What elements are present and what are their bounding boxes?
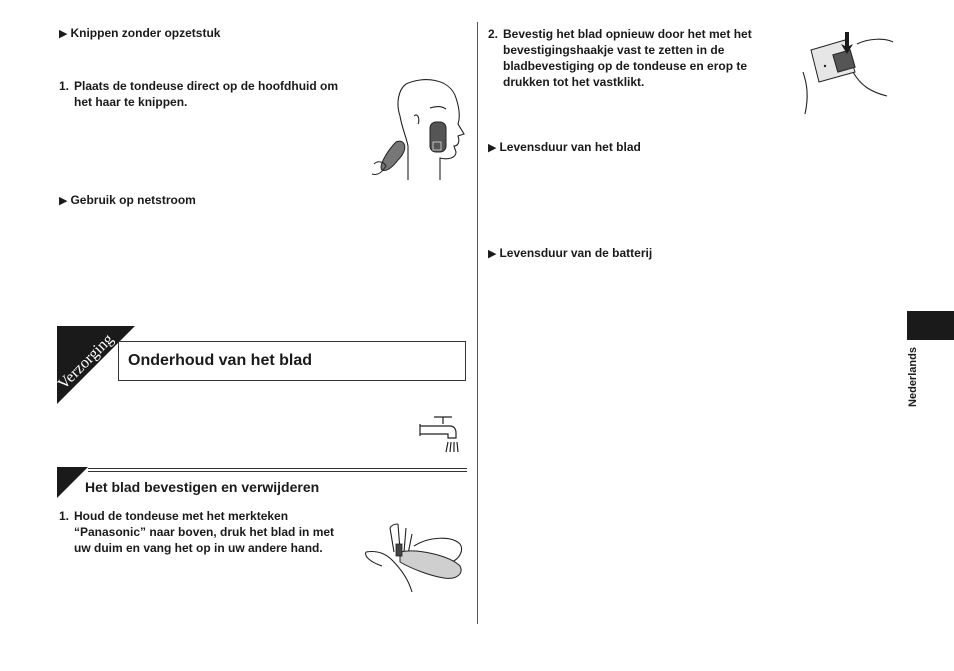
head-trimming-illustration	[368, 76, 468, 182]
step-text: Houd de tondeuse met het merkteken “Panasonic” naar boven, druk het blad in met uw duim en vang het op in uw andere hand.	[74, 509, 335, 555]
heading-mains-use	[59, 193, 196, 209]
heading-text: Knippen zonder opzetstuk	[70, 26, 221, 40]
water-tap-icon	[418, 414, 464, 456]
step-place-trimmer	[59, 78, 359, 110]
subsection-rule-bottom	[88, 471, 467, 472]
hand-blade-removal-illustration	[360, 522, 468, 594]
bullet-arrow-icon: ▶	[59, 195, 68, 207]
step-reattach-blade	[488, 26, 788, 90]
step-number: 1.	[59, 509, 70, 523]
bullet-arrow-icon: ▶	[488, 142, 497, 154]
language-label	[905, 343, 921, 411]
section-tag: Verzorging	[54, 330, 117, 393]
heading-text: Levensduur van de batterij	[499, 246, 653, 260]
blade-attach-illustration	[797, 32, 897, 116]
column-divider	[477, 22, 478, 624]
language-tab-marker	[907, 311, 954, 340]
heading-battery-life	[488, 246, 652, 262]
heading-cut-without-attachment	[59, 26, 220, 42]
step-number: 2.	[488, 27, 499, 41]
subsection-rule-top	[88, 468, 467, 469]
bullet-arrow-icon: ▶	[59, 28, 68, 40]
step-number: 1.	[59, 79, 70, 93]
heading-text: Gebruik op netstroom	[70, 193, 196, 207]
step-remove-blade	[59, 508, 349, 556]
bullet-arrow-icon: ▶	[488, 248, 497, 260]
subsection-title: Het blad bevestigen en verwijderen	[85, 479, 320, 495]
heading-blade-life	[488, 140, 641, 156]
language-label-text: Nederlands	[907, 347, 919, 407]
heading-text: Levensduur van het blad	[499, 140, 641, 154]
step-text: Plaats de tondeuse direct op de hoofdhuid om het haar te knippen.	[74, 79, 339, 109]
step-text: Bevestig het blad opnieuw door het met het bevestigingshaakje vast te zetten in de bladbevestiging op de tondeuse en erop te drukken tot het vastklikt.	[503, 27, 752, 89]
section-title: Onderhoud van het blad	[128, 352, 313, 369]
